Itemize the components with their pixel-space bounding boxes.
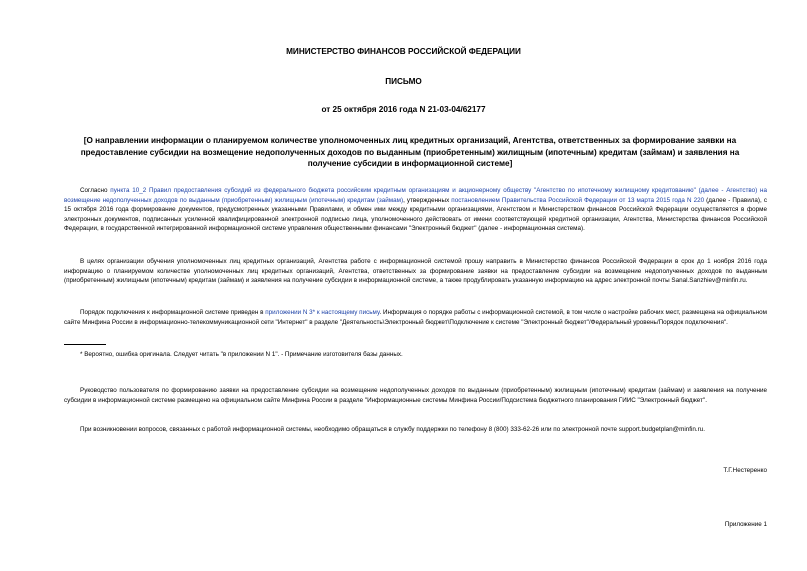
paragraph-text: В целях организации обучения уполномоченных лиц кредитных организаций, Агентства работе с информационной системой прошу направить в Министерство финансов Российской Федерации в срок до 1 ноября 2016 года информацию о планируемом количестве уполномоченных лиц кредитных организаций, Агентства, ответственных за формирование заявки на предоставление субсидии на возмещение недополученных доходов по выданным (приобретенным) жилищным (ипотечным) кредитам (займам) и заявления на получение субсидии в информационной системе, а также продублировать указанную информацию на адрес электронной почты Sanal.Sanzhiev@minfin.ru. xyxy=(64,258,767,284)
document-type: ПИСЬМО xyxy=(385,77,422,86)
footnote xyxy=(64,350,767,360)
document-date-number: от 25 октября 2016 года N 21-03-04/62177 xyxy=(321,105,486,114)
paragraph-1 xyxy=(64,186,767,234)
paragraph-text: , утвержденных xyxy=(403,196,452,204)
paragraph-3 xyxy=(64,308,767,327)
paragraph-5 xyxy=(64,425,767,435)
footnote-text: * Вероятно, ошибка оригинала. Следует читать "в приложении N 1". - Примечание изготовителя базы данных. xyxy=(80,351,403,358)
resolution-link[interactable]: постановлением Правительства Российской Федерации от 13 марта 2015 года N 220 xyxy=(451,196,705,204)
paragraph-text: Согласно xyxy=(80,187,111,194)
footnote-divider xyxy=(64,344,106,345)
paragraph-text: Руководство пользователя по формированию заявки на предоставление субсидии на возмещение недополученных доходов по выданным (приобретенным) жилищным (ипотечным) кредитам (займам) и заявления на получение субсидии в информационной системе размещено на официальном сайте Минфина России в разделе "Информационные системы Минфина России/Подсистема бюджетного планирования ГИИС "Электронный бюджет". xyxy=(64,387,767,404)
paragraph-text: Порядок подключения к информационной системе приведен в xyxy=(80,309,266,316)
appendix-link[interactable]: приложении N 3* к настоящему письму xyxy=(265,309,380,316)
document-subject: [О направлении информации о планируемом количестве уполномоченных лиц кредитных организаций, Агентства, ответственных за формирование заявки на предоставление субсидии на возмещение недополученных доходов по выданным (приобретенным) жилищным (ипотечным) кредитам (займам) и заявления на получение субсидии в информационной системе] xyxy=(80,136,740,168)
paragraph-2 xyxy=(64,257,767,286)
paragraph-4 xyxy=(64,386,767,405)
paragraph-text: . Информация о порядке работы с информационной системой, в том числе о настройке рабочих мест, размещена на официальном сайте Минфина России в информационно-телекоммуникационной сети "Интернет" в разделе "Деятельность\Электронный бюджет\Подключение к системе "Электронный бюджет"/Федеральный уровень/Порядок подключения". xyxy=(64,309,768,326)
ministry-title: МИНИСТЕРСТВО ФИНАНСОВ РОССИЙСКОЙ ФЕДЕРАЦИИ xyxy=(286,47,521,56)
signature: Т.Г.Нестеренко xyxy=(723,467,767,474)
paragraph-text: (далее - Правила), с 15 октября 2016 года формирование документов, предусмотренных указанными Правилами, и обмен ими между кредитными организациями, Агентством и Министерством финансов Российской Федерации осуществляется в форме электронных документов, подписанных усиленной квалифицированной электронной подписью лица, уполномоченного действовать от имени соответствующей кредитной организации, Агентства, Министерства финансов Российской Федерации, в государственной интегрированной информационной системе управления общественными финансами "Электронный бюджет" (далее - информационная система). xyxy=(64,196,767,232)
paragraph-text: При возникновении вопросов, связанных с работой информационной системы, необходимо обращаться в службу поддержки по телефону 8 (800) 333-62-26 или по электронной почте support.budgetplan@minfin.ru. xyxy=(80,426,705,433)
rules-link[interactable]: пункта 10_2 Правил предоставления субсидий из федерального бюджета российским кредитным организациям и акционерному обществу "Агентство по ипотечному жилищному кредитованию" (далее - Агентство) на возмещение недополученных доходов по выданным (приобретенным) жилищным (ипотечным) кредитам (займам) xyxy=(64,187,767,204)
appendix-label: Приложение 1 xyxy=(724,521,767,528)
